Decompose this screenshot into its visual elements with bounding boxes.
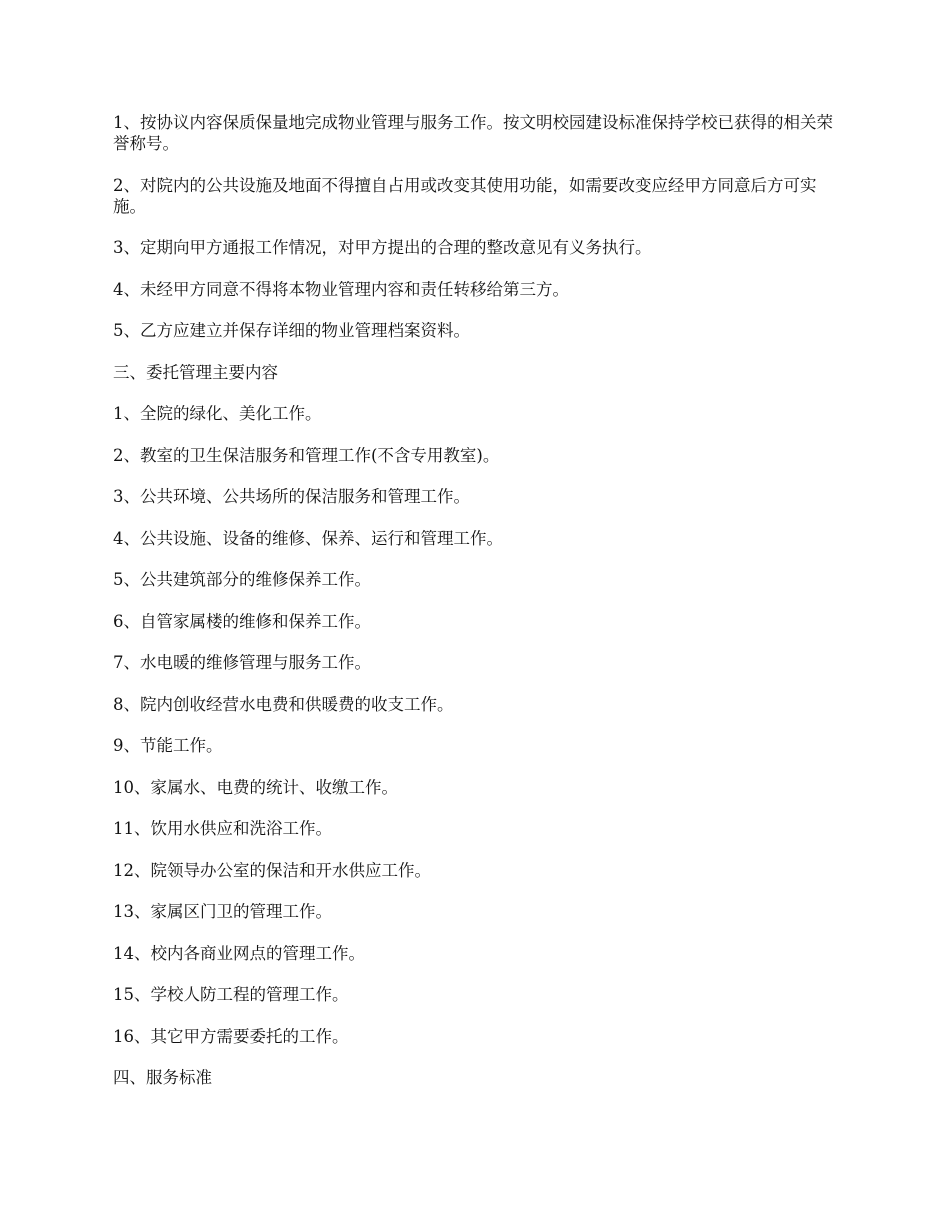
list-item-12: 12、院领导办公室的保洁和开水供应工作。 (113, 860, 431, 880)
section-heading-4: 四、服务标准 (113, 1068, 212, 1087)
list-item-6: 6、自管家属楼的维修和保养工作。 (113, 611, 371, 631)
list-item-9: 9、节能工作。 (113, 736, 223, 755)
section-heading-3: 三、委托管理主要内容 (113, 362, 278, 382)
list-item-7: 7、水电暖的维修管理与服务工作。 (113, 653, 371, 672)
list-item-11: 11、饮用水供应和洗浴工作。 (113, 819, 332, 838)
list-item-4: 4、公共设施、设备的维修、保养、运行和管理工作。 (113, 528, 503, 548)
list-item-10: 10、家属水、电费的统计、收缴工作。 (113, 777, 398, 797)
list-item-15: 15、学校人防工程的管理工作。 (113, 985, 349, 1004)
paragraph-4: 4、未经甲方同意不得将本物业管理内容和责任转移给第三方。 (113, 279, 569, 299)
list-item-1: 1、全院的绿化、美化工作。 (113, 404, 322, 423)
list-item-3: 3、公共环境、公共场所的保洁服务和管理工作。 (113, 487, 470, 506)
paragraph-5: 5、乙方应建立并保存详细的物业管理档案资料。 (113, 321, 470, 340)
list-item-14: 14、校内各商业网点的管理工作。 (113, 943, 365, 963)
paragraph-2: 2、对院内的公共设施及地面不得擅自占用或改变其使用功能，如需要改变应经甲方同意后方可实施。 (113, 175, 817, 216)
paragraph-1: 1、按协议内容保质保量地完成物业管理与服务工作。按文明校园建设标准保持学校已获得的相关荣誉称号。 (113, 113, 833, 153)
list-item-2: 2、教室的卫生保洁服务和管理工作(不含专用教室)。 (113, 445, 500, 465)
list-item-16: 16、其它甲方需要委托的工作。 (113, 1026, 349, 1046)
list-item-13: 13、家属区门卫的管理工作。 (113, 902, 332, 921)
list-item-5: 5、公共建筑部分的维修保养工作。 (113, 570, 371, 589)
document-body (113, 112, 835, 1109)
list-item-8: 8、院内创收经营水电费和供暖费的收支工作。 (113, 694, 454, 714)
paragraph-3: 3、定期向甲方通报工作情况，对甲方提出的合理的整改意见有义务执行。 (113, 238, 652, 257)
